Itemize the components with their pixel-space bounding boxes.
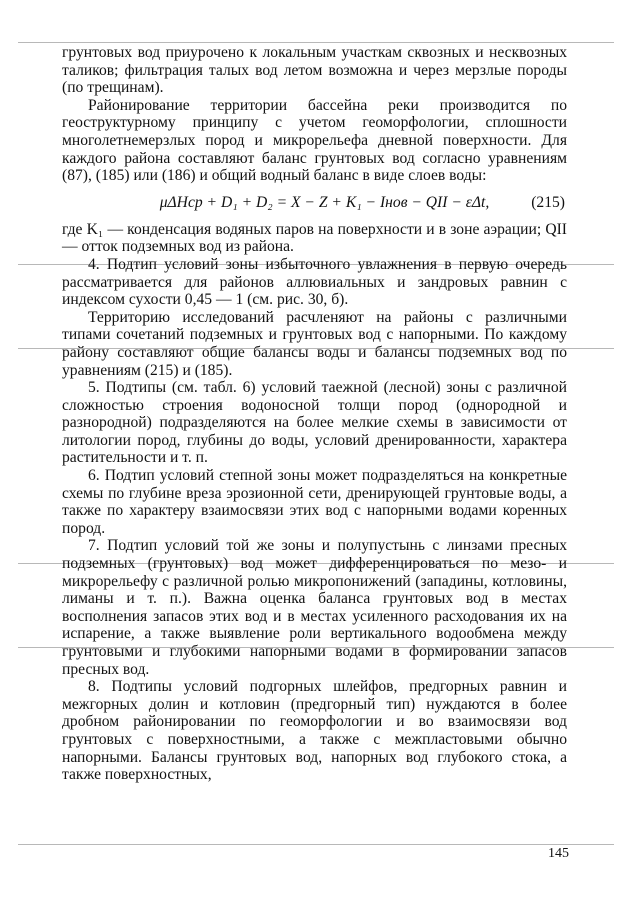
equation <box>62 185 567 221</box>
scan-line <box>18 42 614 43</box>
page-number: 145 <box>548 846 569 861</box>
paragraph-intro: грунтовых вод приурочено к локальным участкам сквозных и несквозных таликов; фильтрация талых вод летом возможна и через мерзлые породы (по трещинам). <box>62 44 567 97</box>
paragraph-where: где K₁ — конденсация водяных паров на поверхности и в зоне аэрации; QII — отток подземных вод из района. <box>62 220 567 256</box>
paragraph-item-7: 7. Подтип условий той же зоны и полупустынь с линзами пресных подземных (грунтовых) вод может дифференцироваться по мезо- и микрорельефу с различной ролью микропонижений (западины, котловины, лиманы и т. п.). Важна оценка баланса грунтовых вод в местах восполнения запасов этих вод и в местах усиленного расходования их на испарение, а также выявление роли вертикального водообмена между грунтовыми и глубокими напорными водами в формировании запасов пресных вод. <box>62 537 567 678</box>
paragraph-item-4: 4. Подтип условий зоны избыточного увлажнения в первую очередь рассматривается для районов аллювиальных и зандровых равнин с индексом сухости 0,45 — 1 (см. рис. 30, б). <box>62 255 567 309</box>
paragraph-item-5: 5. Подтипы (см. табл. 6) условий таежной (лесной) зоны с различной сложностью строения водоносной толщи пород (однородной и разнородной) подразделяются на более мелкие схемы в зависимости от литологии пород, глубины до воды, условий дренированности, характера растительности и т. п. <box>62 379 567 467</box>
equation-expression: μΔHср + D₁ + D₂ = X − Z + K₁ − Iнов − QII − εΔt, <box>159 193 490 211</box>
scan-line <box>18 844 614 845</box>
equation-number: (215) <box>531 193 565 211</box>
paragraph-item-6: 6. Подтип условий степной зоны может подразделяться на конкретные схемы по глубине вреза эрозионной сети, дренирующей грунтовые воды, а также по характеру взаимосвязи этих вод с напорными водами коренных пород. <box>62 467 567 537</box>
document-page <box>62 44 567 784</box>
paragraph-zoning: Районирование территории бассейна реки производится по геоструктурному принципу с учетом геоморфологии, сплошности многолетнемерзлых пород и микрорельефа дневной поверхности. Для каждого района составляют баланс грунтовых вод согласно уравнениям (87), (185) или (186) и общий водный баланс в виде слоев воды: <box>62 96 567 185</box>
paragraph-territory: Территорию исследований расчленяют на районы с различными типами сочетаний подземных и грунтовых вод с напорными. По каждому району составляют общие балансы воды и балансы подземных вод по уравнениям (215) и (185). <box>62 308 567 379</box>
paragraph-item-8: 8. Подтипы условий подгорных шлейфов, предгорных равнин и межгорных долин и котловин (предгорный тип) нуждаются в более дробном районировании по геоморфологии и во взаимосвязи вод грунтовых с поверхностными, а также с межпластовыми обычно напорными. Балансы грунтовых вод, напорных вод глубокого стока, а также поверхностных, <box>62 678 567 784</box>
